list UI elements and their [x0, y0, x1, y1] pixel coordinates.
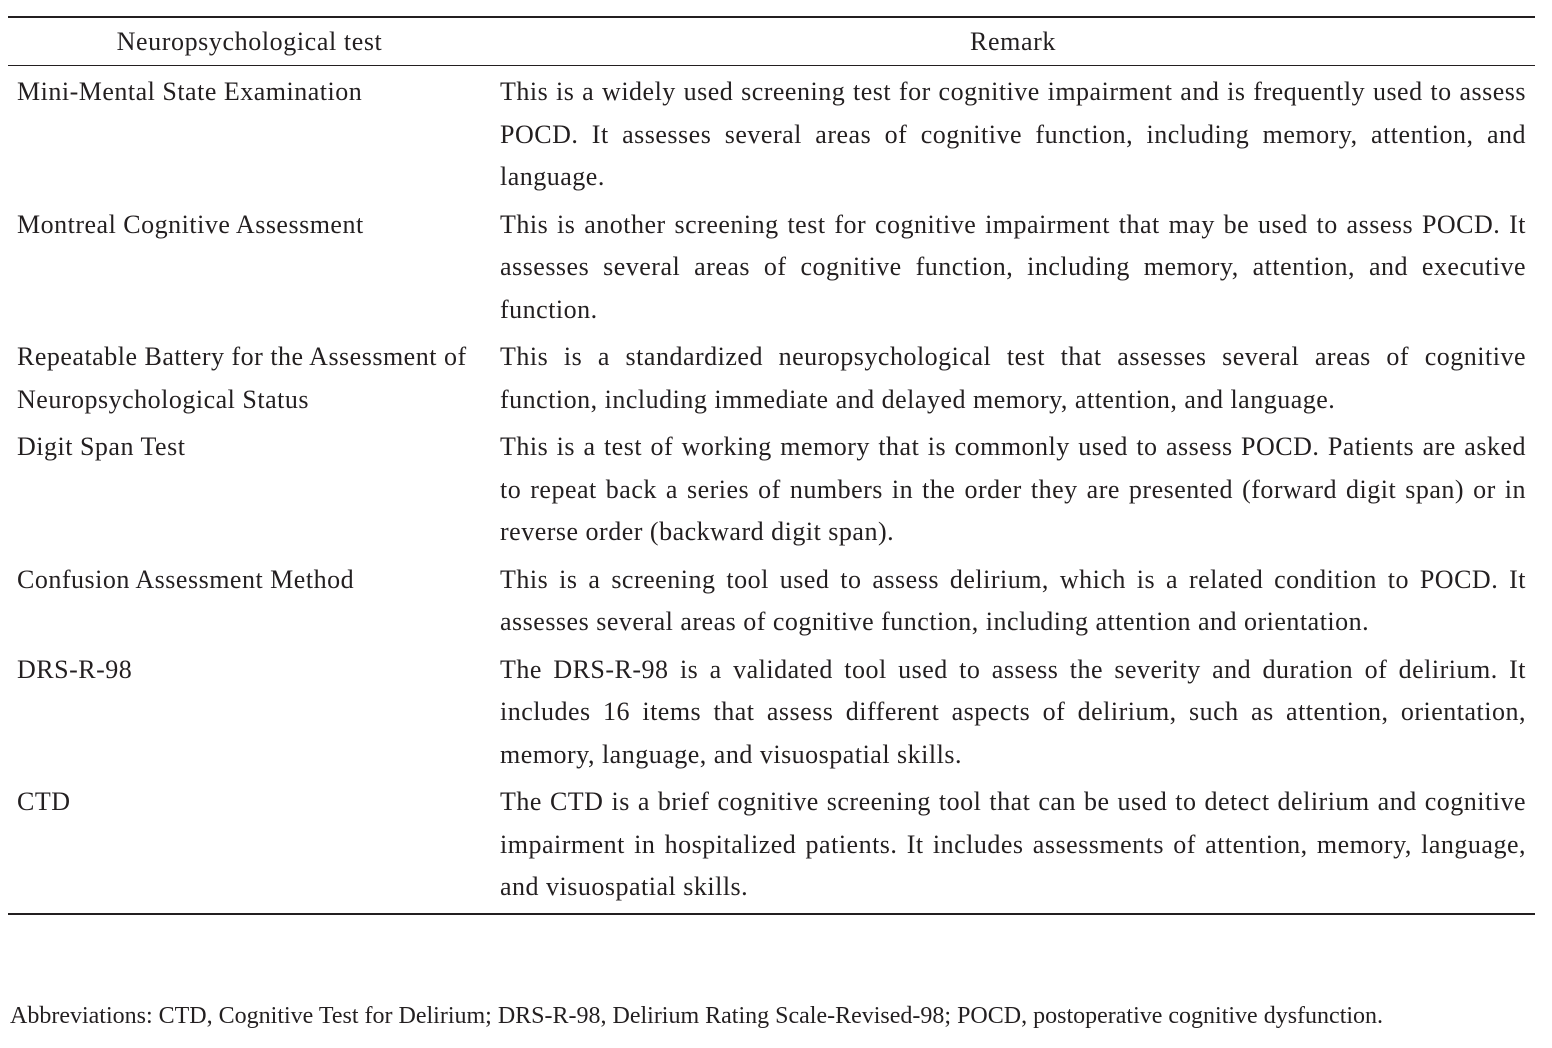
remark-cell: The CTD is a brief cognitive screening tool that can be used to detect delirium and cognitive impairment in hospitalized patients. It includes assessments of attention, memory, language, and visuospatial skills.: [500, 787, 1526, 901]
table-bottom-rule: [8, 913, 1535, 915]
remark-cell: The DRS-R-98 is a validated tool used to assess the severity and duration of delirium. It includes 16 items that assess different aspects of delirium, such as attention, orientation, memory, language, and visuospatial skills.: [500, 654, 1526, 769]
column-header-test: Neuropsychological test: [116, 26, 383, 56]
remark-cell: This is a standardized neuropsychological test that assesses several areas of cognitive function, including immediate and delayed memory, attention, and language.: [500, 342, 1526, 414]
remark-cell: This is another screening test for cognitive impairment that may be used to assess POCD. It assesses several areas of cognitive function, including memory, attention, and executive function.: [500, 209, 1526, 324]
test-name-cell: DRS-R-98: [17, 654, 133, 684]
column-header-remark: Remark: [970, 26, 1056, 56]
table-row: [8, 781, 1535, 909]
remark-cell: This is a screening tool used to assess delirium, which is a related condition to POCD. It assesses several areas of cognitive function, including attention and orientation.: [500, 564, 1526, 636]
test-name-cell: CTD: [17, 787, 71, 816]
table-row: [8, 649, 1535, 777]
test-name-cell: Mini-Mental State Examination: [17, 77, 363, 106]
table-row: [8, 336, 1535, 421]
table-row: [8, 71, 1535, 199]
table-body: [8, 66, 1535, 913]
test-name-cell: Confusion Assessment Method: [17, 564, 355, 594]
remark-cell: This is a test of working memory that is commonly used to assess POCD. Patients are asked to repeat back a series of numbers in the order they are presented (forward digit span) or in reverse order (backward digit span).: [500, 432, 1526, 546]
remark-cell: This is a widely used screening test for cognitive impairment and is frequently used to assess POCD. It assesses several areas of cognitive function, including memory, attention, and language.: [500, 77, 1526, 191]
test-name-cell: Repeatable Battery for the Assessment of Neuropsychological Status: [17, 342, 467, 414]
test-name-cell: Montreal Cognitive Assessment: [17, 209, 364, 239]
table-footnote: Abbreviations: CTD, Cognitive Test for Delirium; DRS-R-98, Delirium Rating Scale-Revised-98; POCD, postoperative cognitive dysfunction.: [10, 1003, 1384, 1029]
table-row: [8, 204, 1535, 332]
table-header-row: [8, 18, 1535, 65]
neuropsych-tests-table: [8, 16, 1535, 915]
table-row: [8, 426, 1535, 554]
test-name-cell: Digit Span Test: [17, 432, 186, 461]
table-row: [8, 559, 1535, 644]
